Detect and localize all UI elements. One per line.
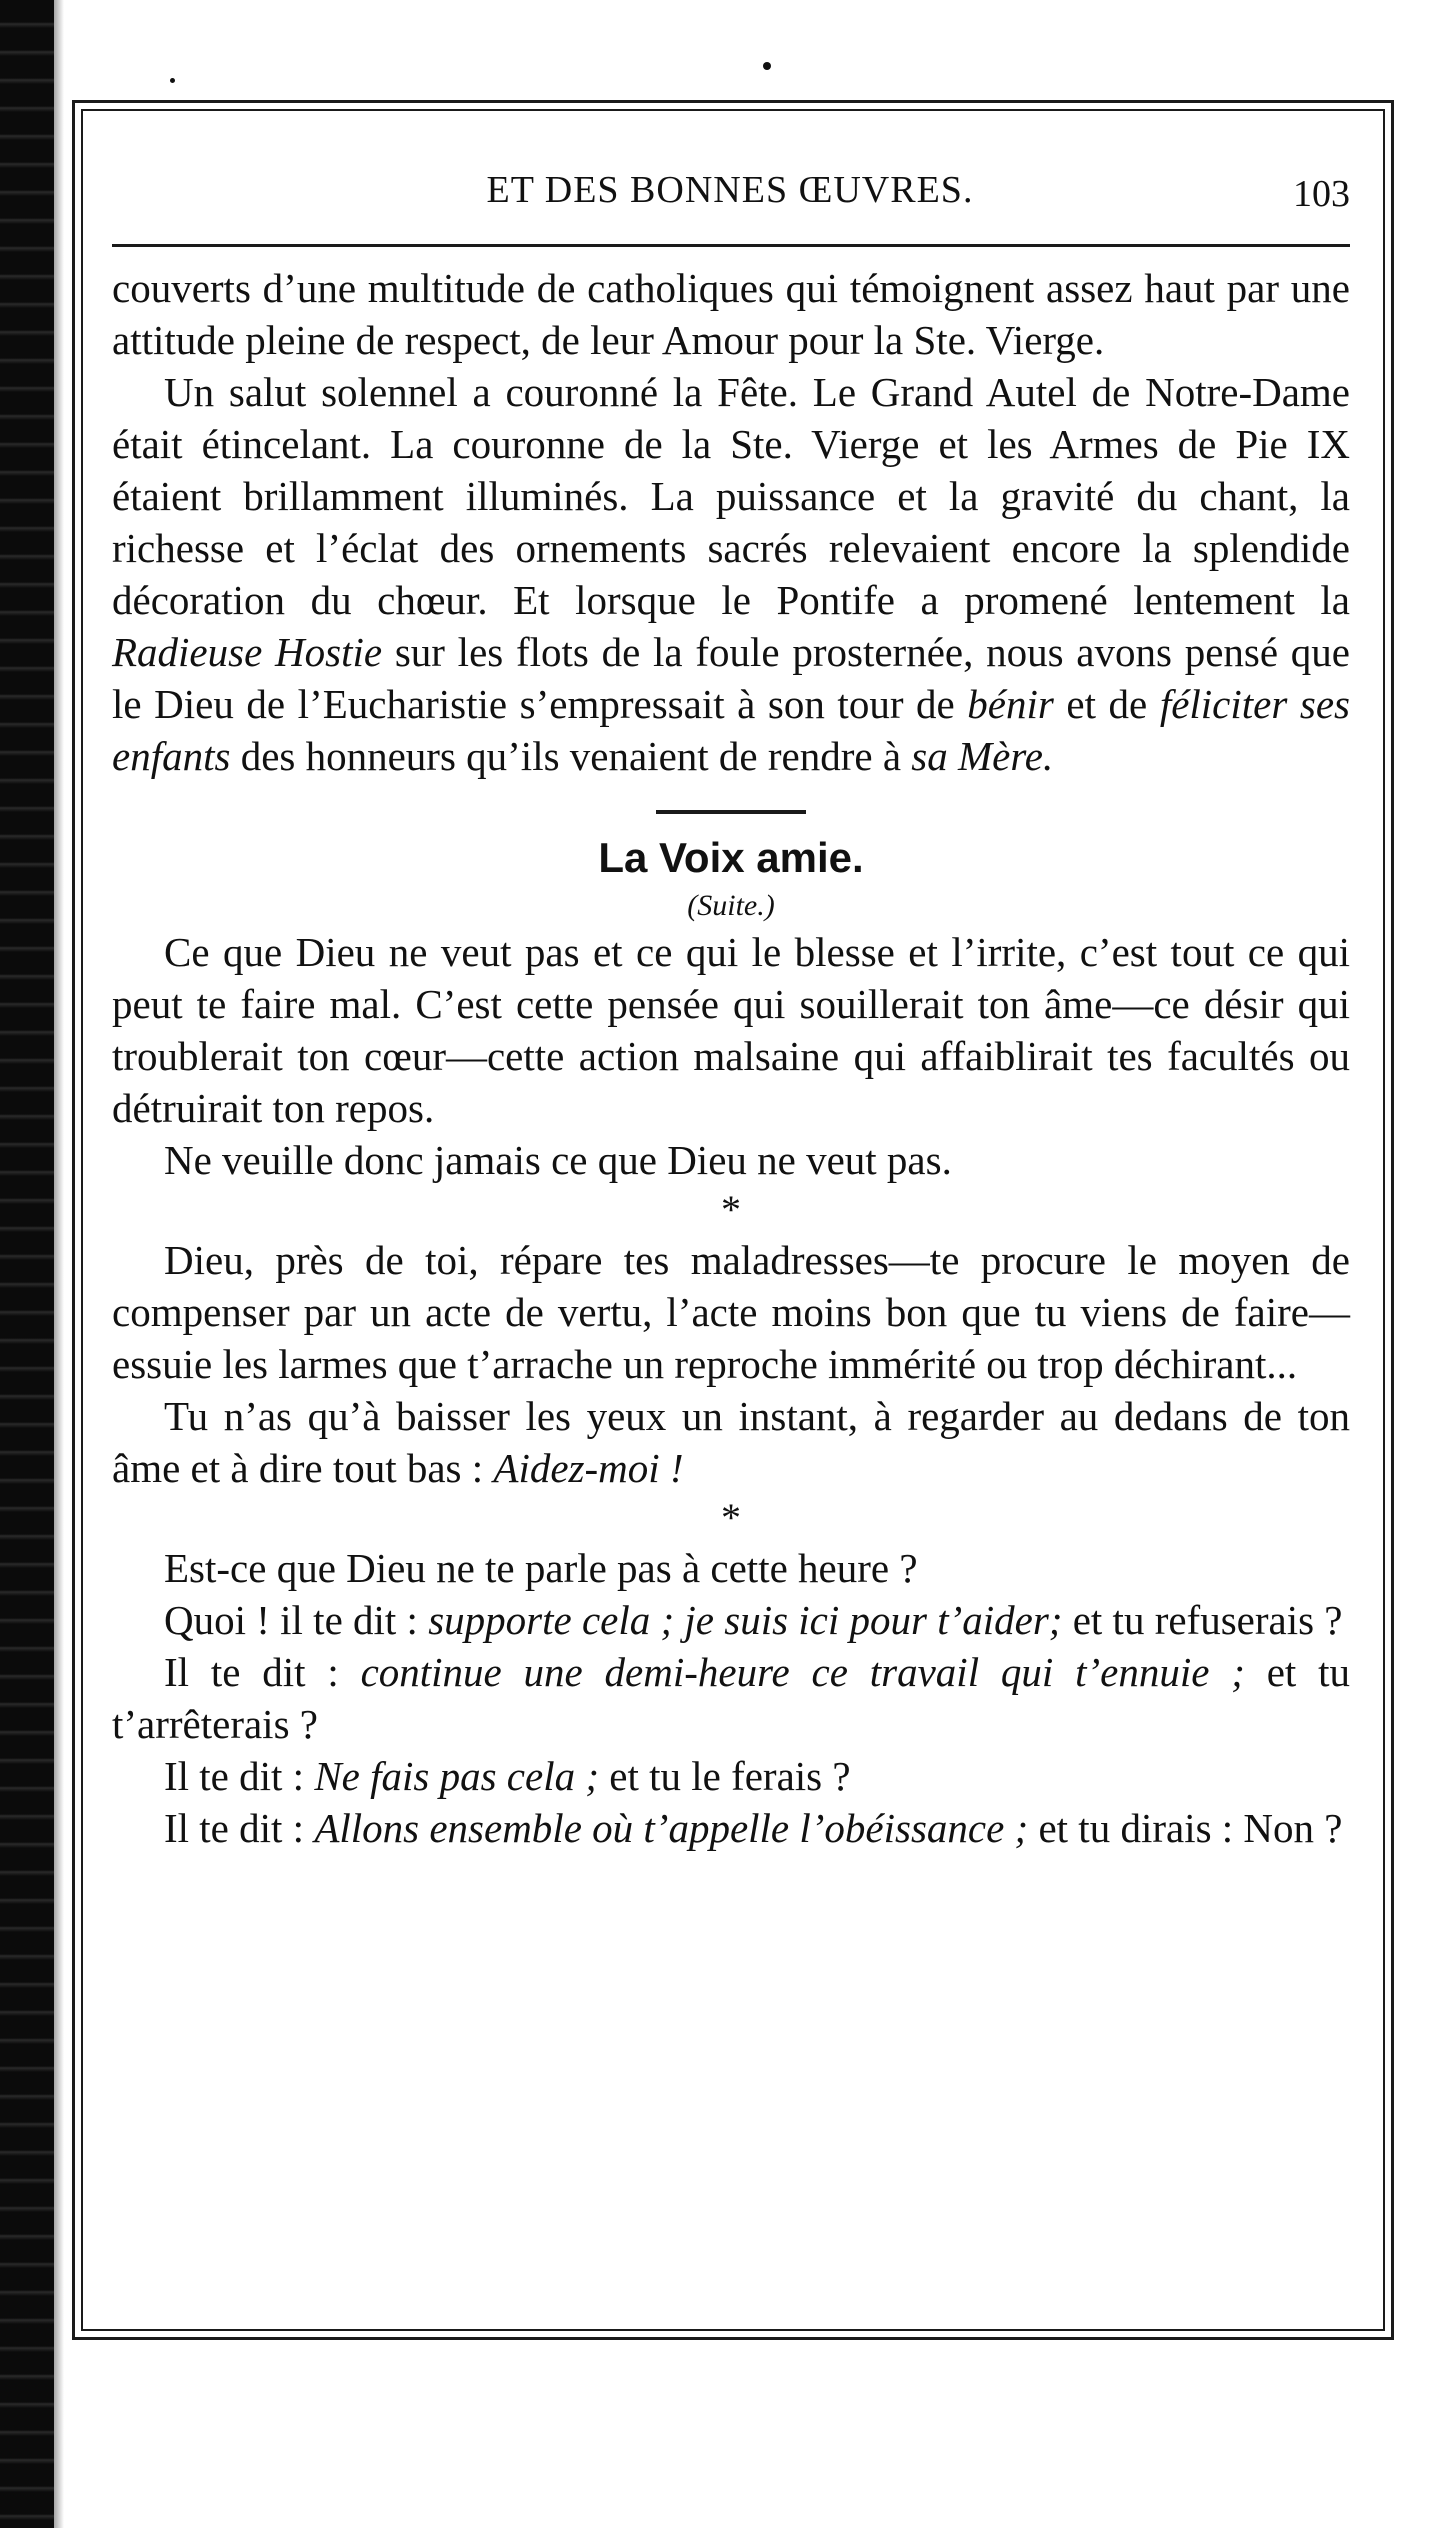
page-number: 103 (1293, 173, 1350, 215)
book-spine-edge (0, 0, 54, 2528)
paragraph: Tu n’as qu’à baisser les yeux un instant, à regarder au dedans de ton âme et à dire tout bas : Aidez-moi ! (112, 1393, 1350, 1491)
paragraph: Ne veuille donc jamais ce que Dieu ne veut pas. (164, 1137, 952, 1183)
paragraph: Il te dit : Ne fais pas cela ; et tu le ferais ? (164, 1753, 851, 1799)
paragraph: Quoi ! il te dit : supporte cela ; je suis ici pour t’aider; et tu refuserais ? (164, 1597, 1343, 1643)
paragraph: Il te dit : Allons ensemble où t’appelle l’obéissance ; et tu dirais : Non ? (164, 1805, 1343, 1851)
asterism: * (721, 1495, 741, 1540)
section-subtitle: (Suite.) (687, 889, 775, 922)
header-rule (112, 244, 1350, 247)
paragraph: Dieu, près de toi, répare tes maladresses—te procure le moyen de compenser par un acte de vertu, l’acte moins bon que tu viens de faire—essuie les larmes que t’arrache un reproche immérité ou trop déchirant... (112, 1237, 1350, 1387)
paragraph: Est-ce que Dieu ne te parle pas à cette heure ? (164, 1545, 918, 1591)
paragraph-continued: couverts d’une multitude de catholiques qui témoignent assez haut par une attitude pleine de respect, de leur Amour pour la Ste. Vierge. (112, 265, 1350, 363)
print-speck (170, 78, 175, 83)
paragraph-fete: Un salut solennel a couronné la Fête. Le Grand Autel de Notre-Dame était étincelant. La couronne de la Ste. Vierge et les Armes de Pie IX étaient brillamment illuminés. La puissance et la gravité du chant, la richesse et l’éclat des ornements sacrés relevaient encore la splendide décoration du chœur. Et lorsque le Pontife a promené lentement la Radieuse Hostie sur les flots de la foule prosternée, nous avons pensé que le Dieu de l’Eucharistie s’empressait à son tour de bénir et de féliciter ses enfants des honneurs qu’ils venaient de rendre à sa Mère. (112, 369, 1350, 779)
page-body (112, 262, 1350, 1854)
running-title: ET DES BONNES ŒUVRES. (486, 169, 974, 211)
paragraph: Ce que Dieu ne veut pas et ce qui le blesse et l’irrite, c’est tout ce qui peut te faire mal. C’est cette pensée qui souillerait ton âme—ce désir qui troublerait ton cœur—cette action malsaine qui affaiblirait tes facultés ou détruirait ton repos. (112, 929, 1350, 1131)
print-speck (763, 62, 771, 70)
section-divider (656, 810, 806, 814)
page-header (110, 168, 1350, 228)
section-title: La Voix amie. (598, 834, 864, 881)
asterism: * (721, 1187, 741, 1232)
paragraph: Il te dit : continue une demi-heure ce travail qui t’ennuie ; et tu t’arrêterais ? (112, 1649, 1351, 1747)
